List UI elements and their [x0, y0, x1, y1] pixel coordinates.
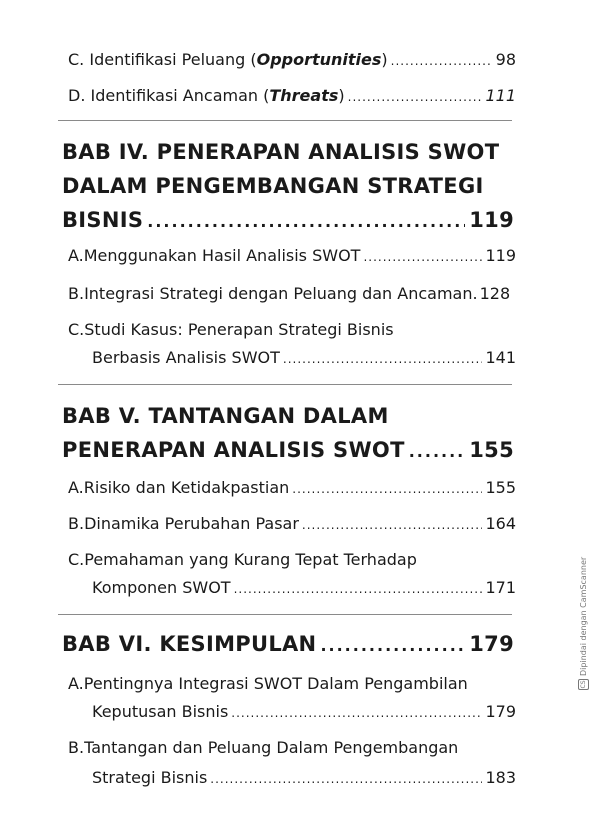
entry-label: A.Menggunakan Hasil Analisis SWOT: [68, 246, 361, 265]
entry-label: Keputusan Bisnis: [92, 702, 229, 721]
dot-leader: [391, 54, 493, 68]
toc-entry-6a-line2[interactable]: [92, 702, 516, 721]
page-number: 119: [469, 208, 514, 232]
toc-entry-4a[interactable]: [68, 246, 516, 265]
divider: [58, 120, 512, 121]
page-number: 119: [485, 246, 516, 265]
divider: [58, 384, 512, 385]
dot-leader: [292, 482, 482, 496]
entry-label: C.Studi Kasus: Penerapan Strategi Bisnis: [68, 320, 394, 339]
entry-label: A.Risiko dan Ketidakpastian: [68, 478, 290, 497]
entry-emphasis: Threats: [269, 86, 339, 105]
entry-label: Berbasis Analisis SWOT: [92, 348, 280, 367]
dot-leader: [363, 250, 482, 264]
toc-entry-5a[interactable]: [68, 478, 516, 497]
chapter-5-title-line1[interactable]: BAB V. TANTANGAN DALAM: [62, 404, 389, 428]
entry-label: A.Pentingnya Integrasi SWOT Dalam Pengambilan: [68, 674, 468, 693]
toc-entry-4c-line2[interactable]: [92, 348, 516, 367]
page-number: 183: [485, 768, 516, 787]
toc-entry-5c-line1[interactable]: [68, 550, 417, 569]
toc-entry-5b[interactable]: [68, 514, 516, 533]
chapter-5-title-line2[interactable]: PENERAPAN ANALISIS SWOT ..... 155: [62, 438, 514, 462]
dot-leader: [302, 518, 483, 532]
dot-leader: [283, 352, 483, 366]
chapter-4-title-line2[interactable]: DALAM PENGEMBANGAN STRATEGI: [62, 174, 484, 198]
entry-emphasis: Opportunities: [256, 50, 382, 69]
chapter-4-title-line1[interactable]: BAB IV. PENERAPAN ANALISIS SWOT: [62, 140, 500, 164]
dot-leader: [231, 706, 482, 720]
page-number: 171: [485, 578, 516, 597]
toc-entry-6a-line1[interactable]: [68, 674, 468, 693]
page-number: 179: [485, 702, 516, 721]
page-number: 164: [485, 514, 516, 533]
chapter-6-title[interactable]: BAB VI. KESIMPULAN ..... 179: [62, 632, 514, 656]
page-number: 128: [479, 284, 511, 303]
dot-leader: [409, 442, 466, 461]
toc-entry-6b-line2[interactable]: [92, 768, 516, 787]
entry-label: B.Tantangan dan Peluang Dalam Pengembangan: [68, 738, 459, 757]
watermark-text: Dipindai dengan CamScanner: [579, 556, 588, 676]
toc-entry-5c-line2[interactable]: [92, 578, 516, 597]
page-number: 155: [469, 438, 514, 462]
chapter-4-title-line3[interactable]: BISNIS ..... 119: [62, 208, 514, 232]
camscanner-logo-icon: CS: [580, 680, 587, 689]
page-number: 155: [485, 478, 516, 497]
divider: [58, 614, 512, 615]
toc-entry-6b-line1[interactable]: [68, 738, 458, 757]
entry-label: D. Identifikasi Ancaman (Threats): [68, 86, 345, 105]
scanner-watermark: [578, 557, 589, 690]
entry-label: Strategi Bisnis: [92, 768, 208, 787]
entry-label: C.Pemahaman yang Kurang Tepat Terhadap: [68, 550, 417, 569]
dot-leader: [348, 90, 483, 104]
entry-label: Komponen SWOT: [92, 578, 231, 597]
page-number: 141: [485, 348, 516, 367]
entry-label: B.Dinamika Perubahan Pasar: [68, 514, 299, 533]
page-number: 111: [485, 86, 516, 105]
page-number: 98: [495, 50, 516, 69]
toc-entry-4c-line1[interactable]: [68, 320, 394, 339]
dot-leader: [234, 582, 483, 596]
page-number: 179: [469, 632, 514, 656]
dot-leader: [210, 772, 482, 786]
dot-leader: [147, 212, 465, 231]
toc-entry-4b[interactable]: [68, 284, 516, 303]
dot-leader: [320, 636, 465, 655]
toc-entry-threats[interactable]: [68, 86, 516, 105]
entry-label: C. Identifikasi Peluang (Opportunities): [68, 50, 388, 69]
toc-entry-opportunities[interactable]: [68, 50, 516, 69]
entry-label: B.Integrasi Strategi dengan Peluang dan Ancaman.: [68, 284, 478, 303]
